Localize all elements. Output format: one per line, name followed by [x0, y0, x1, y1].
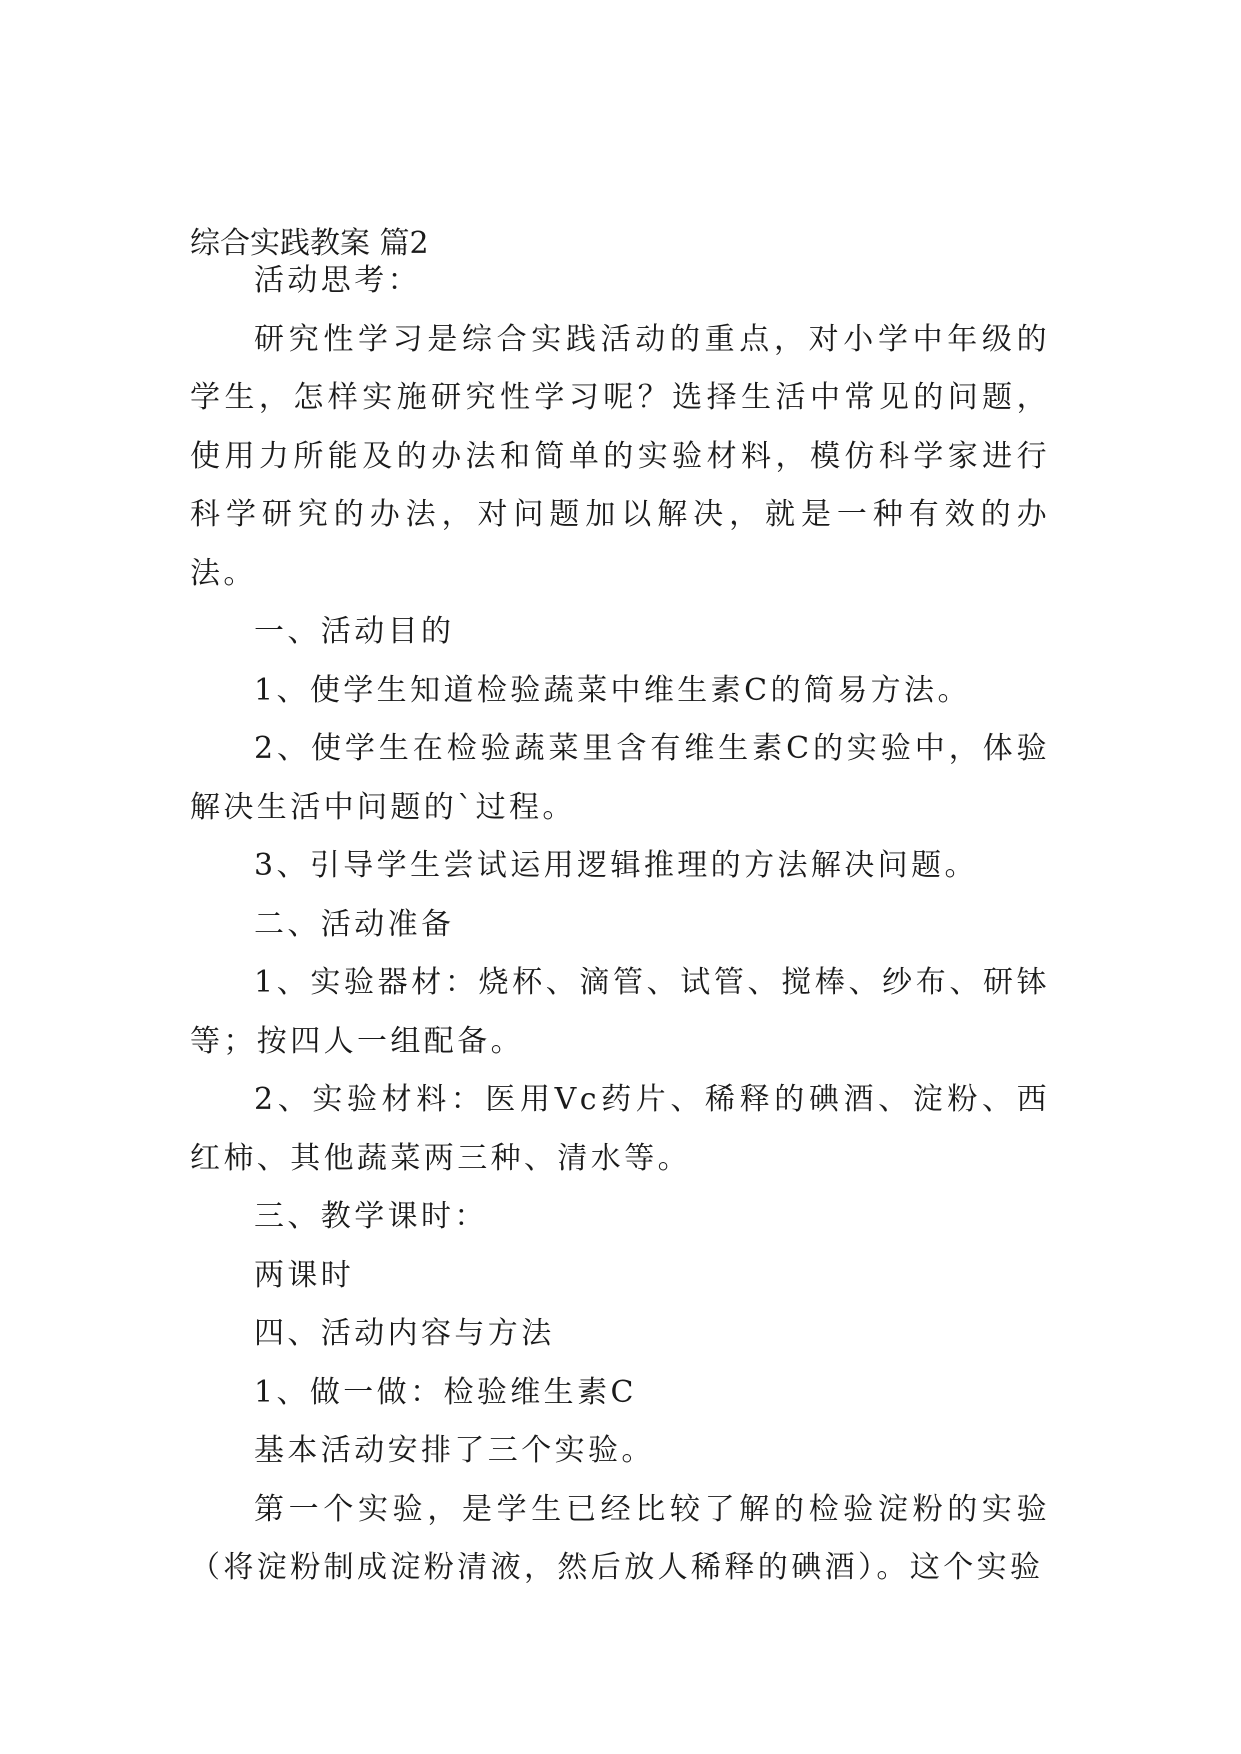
section-heading: 四、活动内容与方法 — [254, 1316, 555, 1351]
section-heading: 三、教学课时： — [254, 1199, 488, 1234]
list-item: 2、实验材料：医用Vc药片、稀释的碘酒、淀粉、西红柿、其他蔬菜两三种、清水等。 — [190, 1082, 1050, 1176]
paragraph: 活动思考： — [254, 263, 421, 298]
list-item: 3、引导学生尝试运用逻辑推理的方法解决问题。 — [254, 848, 978, 883]
document-body — [190, 252, 1050, 1598]
section-heading: 二、活动准备 — [254, 906, 455, 942]
document-title: 综合实践教案 篇2 — [190, 226, 429, 261]
paragraph: 第一个实验，是学生已经比较了解的检验淀粉的实验（将淀粉制成淀粉清液，然后放人稀释的碘酒）。这个实验 — [190, 1491, 1050, 1585]
paragraph: 两课时 — [254, 1257, 355, 1293]
paragraph: 研究性学习是综合实践活动的重点，对小学中年级的学生，怎样实施研究性学习呢？选择生活中常见的问题，使用力所能及的办法和简单的实验材料，模仿科学家进行科学研究的办法，对问题加以解决，就是一种有效的办法。 — [190, 321, 1050, 591]
list-item: 2、使学生在检验蔬菜里含有维生素C的实验中，体验解决生活中问题的`过程。 — [190, 731, 1050, 825]
paragraph: 基本活动安排了三个实验。 — [254, 1433, 655, 1468]
list-item: 1、使学生知道检验蔬菜中维生素C的简易方法。 — [254, 672, 971, 708]
section-heading: 一、活动目的 — [254, 614, 455, 649]
list-item: 1、做一做：检验维生素C — [254, 1374, 637, 1410]
list-item: 1、实验器材：烧杯、滴管、试管、搅棒、纱布、研钵等；按四人一组配备。 — [190, 965, 1050, 1059]
